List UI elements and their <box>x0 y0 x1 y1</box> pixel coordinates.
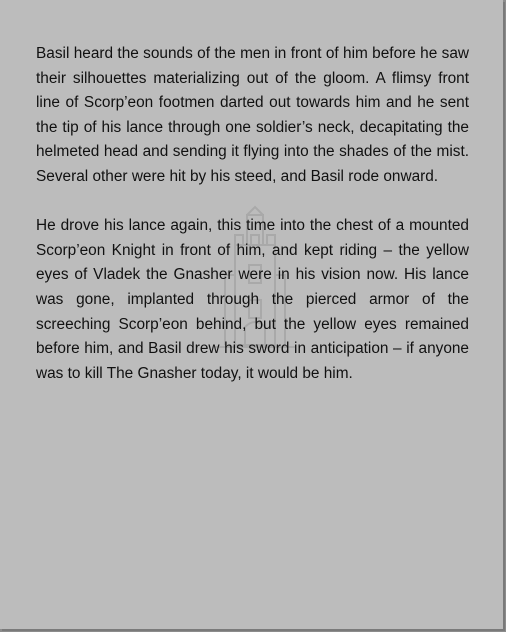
body-text <box>36 42 469 411</box>
paragraph-1: Basil heard the sounds of the men in front of him before he saw their silhouettes materializing out of the gloom. A flimsy front line of Scorp’eon footmen darted out towards him and he sent the tip of his lance through one soldier’s neck, decapitating the helmeted head and sending it flying into the shades of the mist. Several other were hit by his steed, and Basil rode onward. <box>36 45 469 185</box>
paragraph-2: He drove his lance again, this time into the chest of a mounted Scorp’eon Knight in front of him, and kept riding – the yellow eyes of Vladek the Gnasher were in his vision now. His lance was gone, implanted through the pierced armor of the screeching Scorp’eon behind, but the yellow eyes remained before him, and Basil drew his sword in anticipation – if anyone was to kill The Gnasher today, it would be him. <box>36 217 469 382</box>
